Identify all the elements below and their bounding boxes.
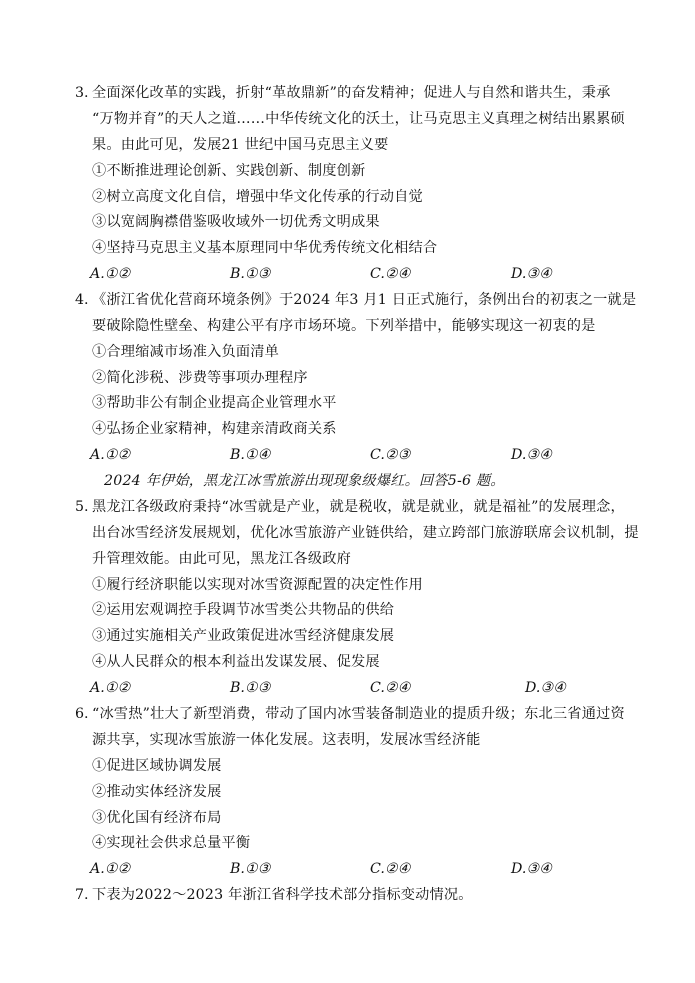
answer-choice-c[interactable]: C.②④ bbox=[370, 266, 411, 282]
question-number: 6. bbox=[75, 706, 89, 722]
option-2: ②树立高度文化自信，增强中华文化传承的行动自觉 bbox=[92, 189, 423, 205]
answer-choice-b[interactable]: B.①④ bbox=[230, 447, 271, 463]
question-stem-line: “万物并育”的天人之道……中华传统文化的沃土，让马克思主义真理之树结出累累硕 bbox=[92, 111, 625, 127]
option-3: ③以宽阔胸襟借鉴吸收域外一切优秀文明成果 bbox=[92, 214, 380, 230]
question-stem-line: 要破除隐性壁垒、构建公平有序市场环境。下列举措中，能够实现这一初衷的是 bbox=[92, 318, 596, 334]
option-3: ③通过实施相关产业政策促进冰雪经济健康发展 bbox=[92, 628, 395, 644]
option-2: ②推动实体经济发展 bbox=[92, 784, 222, 800]
answer-choice-b[interactable]: B.①③ bbox=[230, 861, 271, 877]
answer-choice-d[interactable]: D.③④ bbox=[511, 447, 552, 463]
answer-choice-d[interactable]: D.③④ bbox=[511, 266, 552, 282]
question-stem-line: 出台冰雪经济发展规划，优化冰雪旅游产业链供给，建立跨部门旅游联席会议机制，提 bbox=[92, 525, 639, 541]
question-stem-line: “冰雪热”壮大了新型消费，带动了国内冰雪装备制造业的提质升级；东北三省通过资 bbox=[92, 706, 625, 722]
group-intro: 2024 年伊始，黑龙江冰雪旅游出现现象级爆红。回答5-6 题。 bbox=[104, 473, 505, 489]
question-stem-line: 黑龙江各级政府秉持“冰雪就是产业，就是税收，就是就业，就是福祉”的发展理念， bbox=[92, 499, 625, 515]
question-number: 4. bbox=[75, 292, 89, 308]
answer-choice-b[interactable]: B.①③ bbox=[230, 680, 271, 696]
option-1: ①履行经济职能以实现对冰雪资源配置的决定性作用 bbox=[92, 577, 423, 593]
question-number: 3. bbox=[75, 85, 89, 101]
answer-choice-b[interactable]: B.①③ bbox=[230, 266, 271, 282]
option-4: ④坚持马克思主义基本原理同中华优秀传统文化相结合 bbox=[92, 240, 438, 256]
option-1: ①合理缩减市场准入负面清单 bbox=[92, 344, 280, 360]
option-4: ④弘扬企业家精神，构建亲清政商关系 bbox=[92, 421, 337, 437]
option-1: ①不断推进理论创新、实践创新、制度创新 bbox=[92, 163, 366, 179]
question-stem-line: 全面深化改革的实践，折射“革故鼎新”的奋发精神；促进人与自然和谐共生，秉承 bbox=[92, 85, 611, 101]
question-stem-line: 果。由此可见，发展21 世纪中国马克思主义要 bbox=[92, 137, 389, 153]
option-4: ④从人民群众的根本利益出发谋发展、促发展 bbox=[92, 654, 380, 670]
question-stem-line: 下表为2022～2023 年浙江省科学技术部分指标变动情况。 bbox=[92, 887, 473, 903]
answer-choice-a[interactable]: A.①② bbox=[90, 266, 131, 282]
option-1: ①促进区域协调发展 bbox=[92, 758, 222, 774]
answer-choice-c[interactable]: C.②④ bbox=[370, 680, 411, 696]
answer-choice-a[interactable]: A.①② bbox=[90, 861, 131, 877]
answer-choice-a[interactable]: A.①② bbox=[90, 447, 131, 463]
option-2: ②简化涉税、涉费等事项办理程序 bbox=[92, 370, 308, 386]
question-stem-line: 《浙江省优化营商环境条例》于2024 年3 月1 日正式施行，条例出台的初衷之一就是 bbox=[92, 292, 637, 308]
option-2: ②运用宏观调控手段调节冰雪类公共物品的供给 bbox=[92, 602, 395, 618]
answer-choice-c[interactable]: C.②③ bbox=[370, 447, 411, 463]
answer-choice-a[interactable]: A.①② bbox=[90, 680, 131, 696]
answer-choice-d[interactable]: D.③④ bbox=[511, 861, 552, 877]
option-3: ③优化国有经济布局 bbox=[92, 810, 222, 826]
answer-choice-c[interactable]: C.②④ bbox=[370, 861, 411, 877]
question-number: 7. bbox=[75, 887, 89, 903]
option-3: ③帮助非公有制企业提高企业管理水平 bbox=[92, 395, 337, 411]
question-stem-line: 源共享，实现冰雪旅游一体化发展。这表明，发展冰雪经济能 bbox=[92, 732, 481, 748]
answer-choice-d[interactable]: D.③④ bbox=[525, 680, 566, 696]
question-number: 5. bbox=[75, 499, 89, 515]
option-4: ④实现社会供求总量平衡 bbox=[92, 835, 251, 851]
question-stem-line: 升管理效能。由此可见，黑龙江各级政府 bbox=[92, 551, 351, 567]
